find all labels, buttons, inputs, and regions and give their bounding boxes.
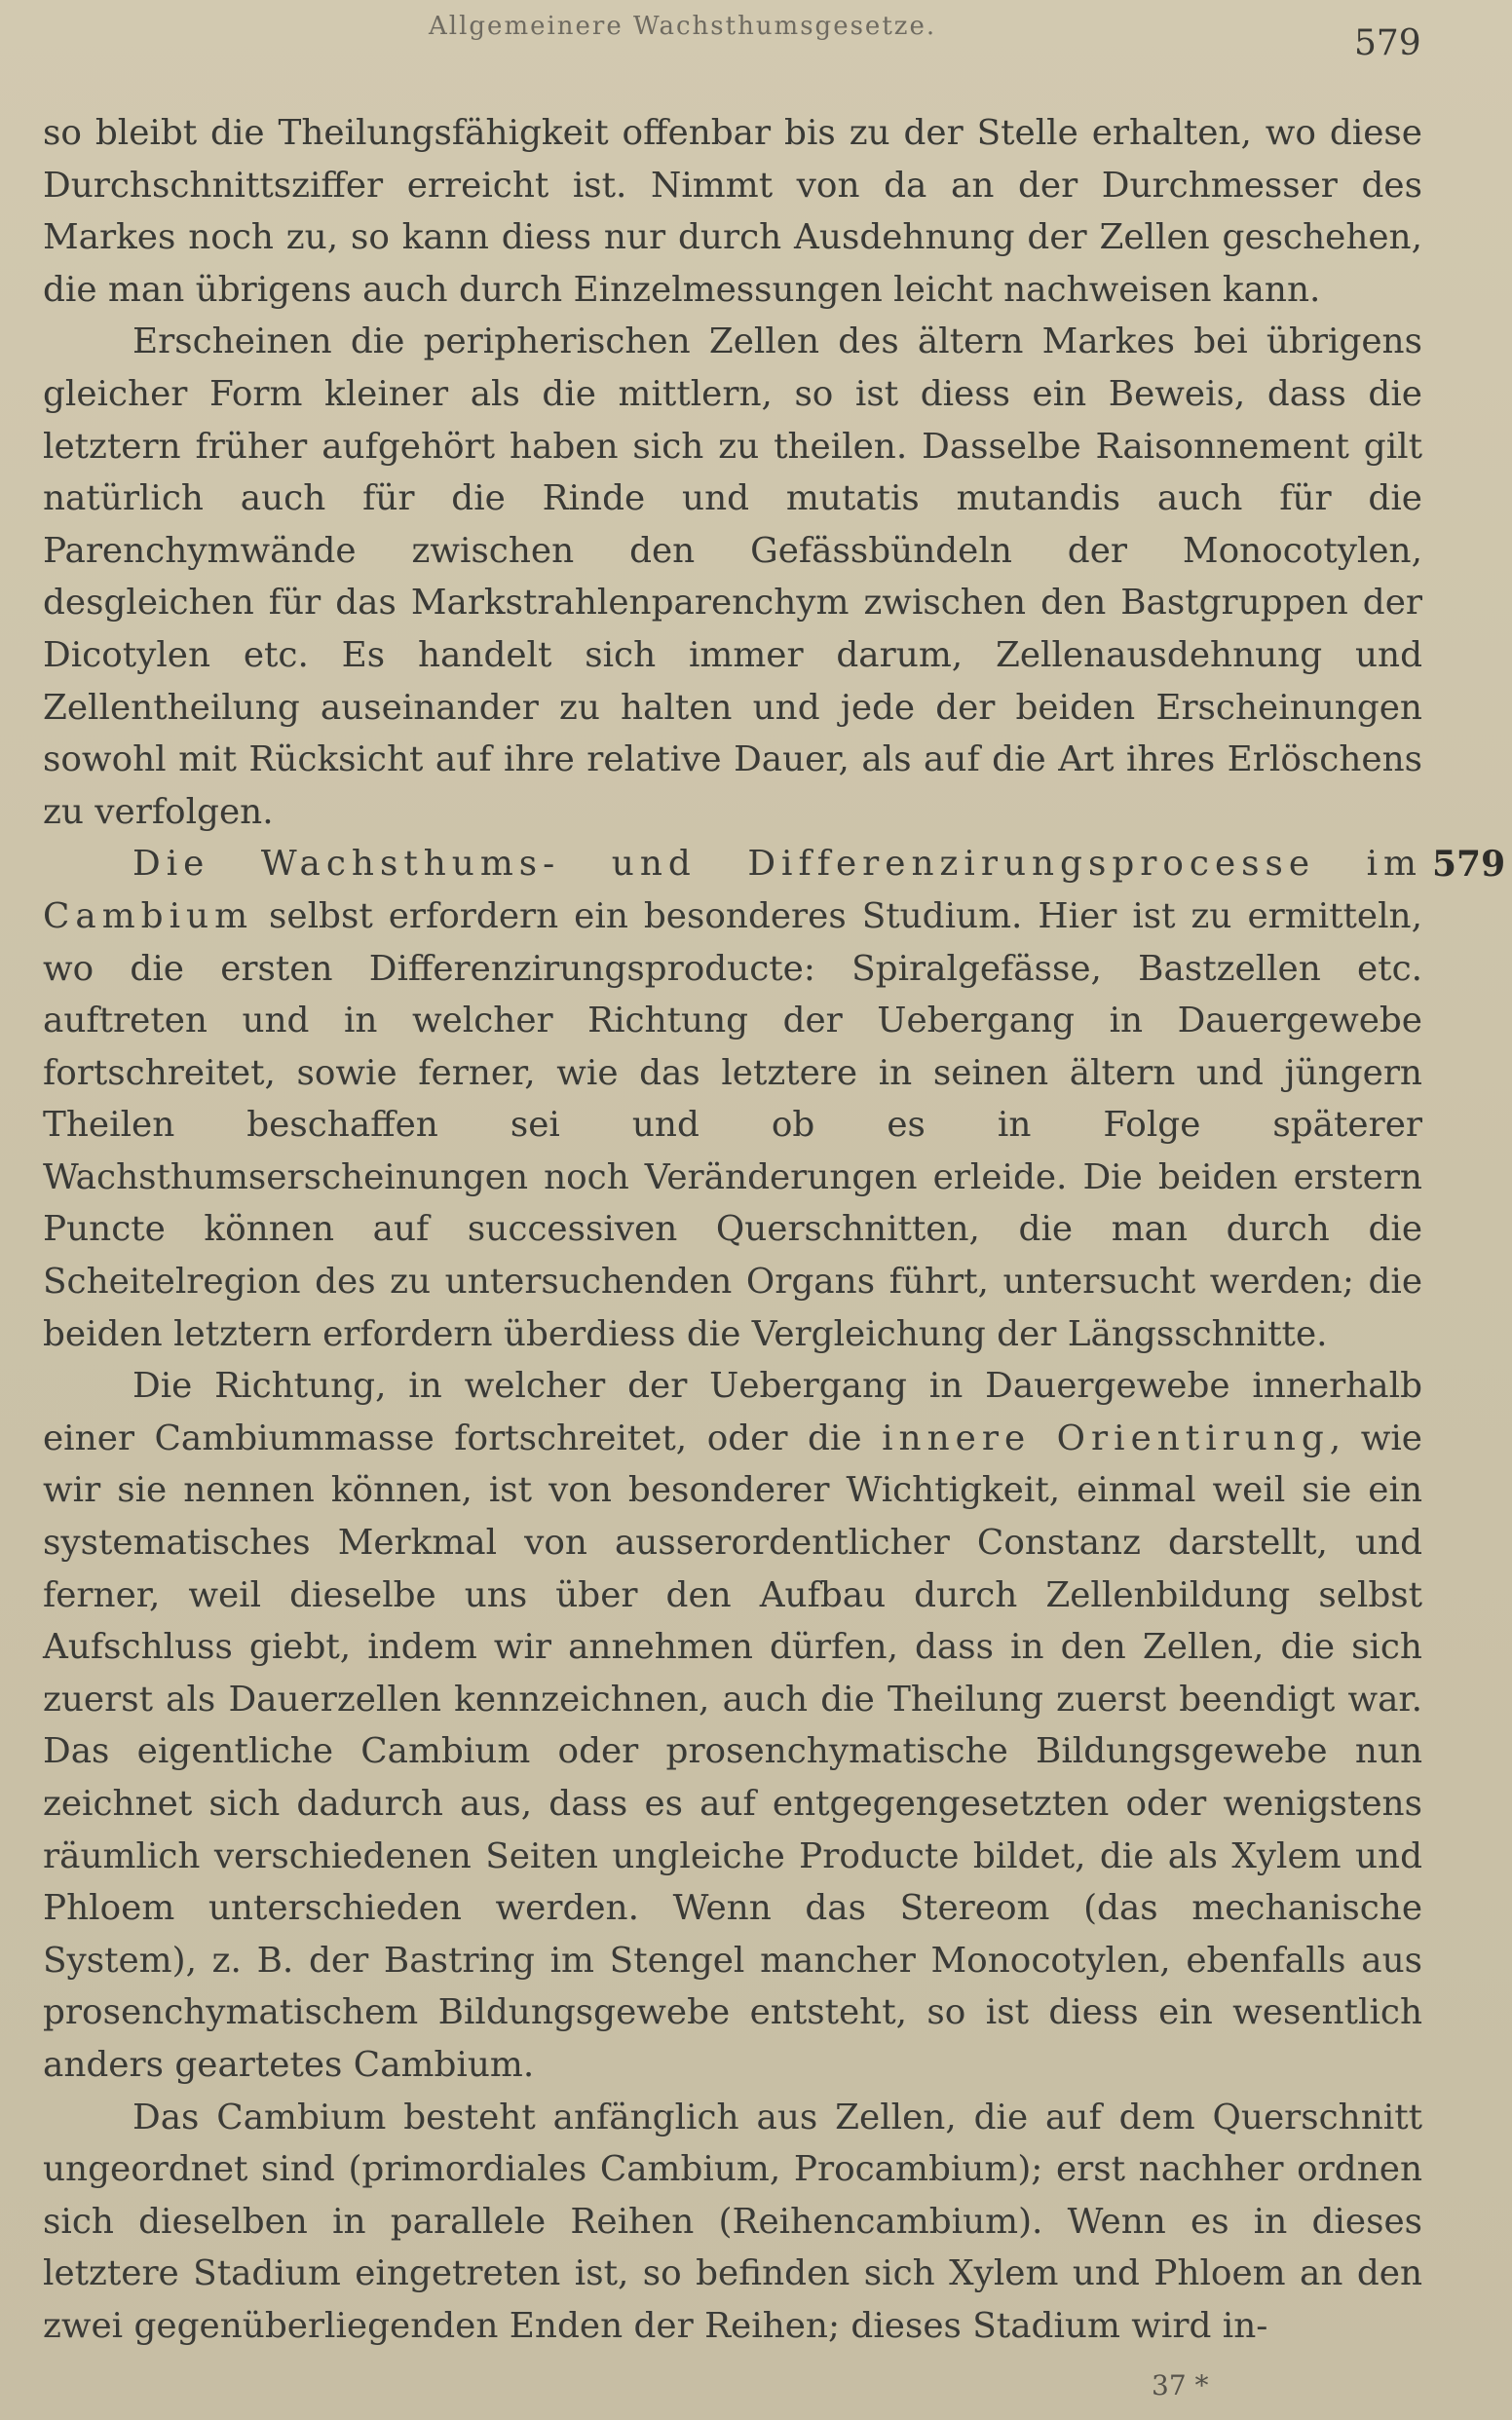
running-title: Allgemeinere Wachsthumsgesetze. bbox=[429, 12, 937, 41]
paragraph-4-spaced-term: innere Orientirung bbox=[882, 1418, 1330, 1458]
paragraph-1 bbox=[43, 107, 1422, 316]
body-text bbox=[43, 107, 1422, 2353]
paragraph-4 bbox=[43, 1360, 1422, 2091]
paragraph-5-text: Das Cambium besteht anfänglich aus Zellen, die auf dem Querschnitt ungeordnet sind (primordiales Cambium, Procambium); erst nachher ordnen sich dieselben in parallele Reihen (Reihencambium). Wenn es in dieses letztere Stadium eingetreten ist, so befinden sich Xylem und Phloem an den zwei gegenüberliegenden Enden der Reihen; dieses Stadium wird in- bbox=[43, 2097, 1422, 2346]
paragraph-3-text: selbst erfordern ein besonderes Studium. Hier ist zu ermitteln, wo die ersten Differenzirungsproducte: Spiralgefässe, Bastzellen etc. auftreten und in welcher Richtung der Uebergang in Dauergewebe fortschreitet, sowie ferner, wie das letztere in seinen ältern und jüngern Theilen beschaffen sei und ob es in Folge späterer Wachsthumserscheinungen noch Veränderungen erleide. Die beiden erstern Puncte können auf successiven Querschnitten, die man durch die Scheitelregion des zu untersuchenden Organs führt, untersucht werden; die beiden letztern erfordern überdiess die Vergleichung der Längsschnitte. bbox=[43, 895, 1422, 1354]
paragraph-3 bbox=[43, 838, 1422, 1360]
paragraph-4-text: , wie wir sie nennen können, ist von besonderer Wichtigkeit, einmal weil sie ein systematisches Merkmal von ausserordentlicher Constanz darstellt, und ferner, weil dieselbe uns über den Aufbau durch Zellenbildung selbst Aufschluss giebt, indem wir annehmen dürfen, dass in den Zellen, die sich zuerst als Dauerzellen kennzeichnen, auch die Theilung zuerst beendigt war. Das eigentliche Cambium oder prosenchymatische Bildungsgewebe nun zeichnet sich dadurch aus, dass es auf entgegengesetzten oder wenigstens räumlich verschiedenen Seiten ungleiche Producte bildet, die als Xylem und Phloem unterschieden werden. Wenn das Stereom (das mechanische System), z. B. der Bastring im Stengel mancher Monocotylen, ebenfalls aus prosenchymatischem Bildungsgewebe entsteht, so ist diess ein wesentlich anders geartetes Cambium. bbox=[43, 1418, 1422, 2085]
signature-mark: 37 * bbox=[1152, 2369, 1209, 2401]
paragraph-5 bbox=[43, 2092, 1422, 2353]
page-number: 579 bbox=[1354, 23, 1421, 63]
margin-page-reference: 579 bbox=[1432, 844, 1506, 885]
paragraph-2-text: Erscheinen die peripherischen Zellen des ältern Markes bei übrigens gleicher Form kleiner als die mittlern, so ist diess ein Beweis, dass die letztern früher aufgehört haben sich zu theilen. Dasselbe Raisonnement gilt natürlich auch für die Rinde und mutatis mutandis auch für die Parenchymwände zwischen den Gefässbündeln der Monocotylen, desgleichen für das Markstrahlenparenchym zwischen den Bastgruppen der Dicotylen etc. Es handelt sich immer darum, Zellenausdehnung und Zellentheilung auseinander zu halten und jede der beiden Erscheinungen sowohl mit Rücksicht auf ihre relative Dauer, als auf die Art ihres Erlöschens zu verfolgen. bbox=[43, 321, 1422, 832]
paragraph-1-text: so bleibt die Theilungsfähigkeit offenbar bis zu der Stelle erhalten, wo diese Durchschnittsziffer erreicht ist. Nimmt von da an der Durchmesser des Markes noch zu, so kann diess nur durch Ausdehnung der Zellen geschehen, die man übrigens auch durch Einzelmessungen leicht nachweisen kann. bbox=[43, 113, 1422, 310]
paragraph-2 bbox=[43, 316, 1422, 838]
paragraph-3-spaced-lead: Die Wachsthums- und Differenzirungsprocesse im Cambium bbox=[43, 844, 1422, 936]
paragraph-4-text-before: Die Richtung, in welcher der Uebergang in Dauergewebe innerhalb einer Cambiummasse fortschreitet, oder die bbox=[43, 1366, 1422, 1458]
